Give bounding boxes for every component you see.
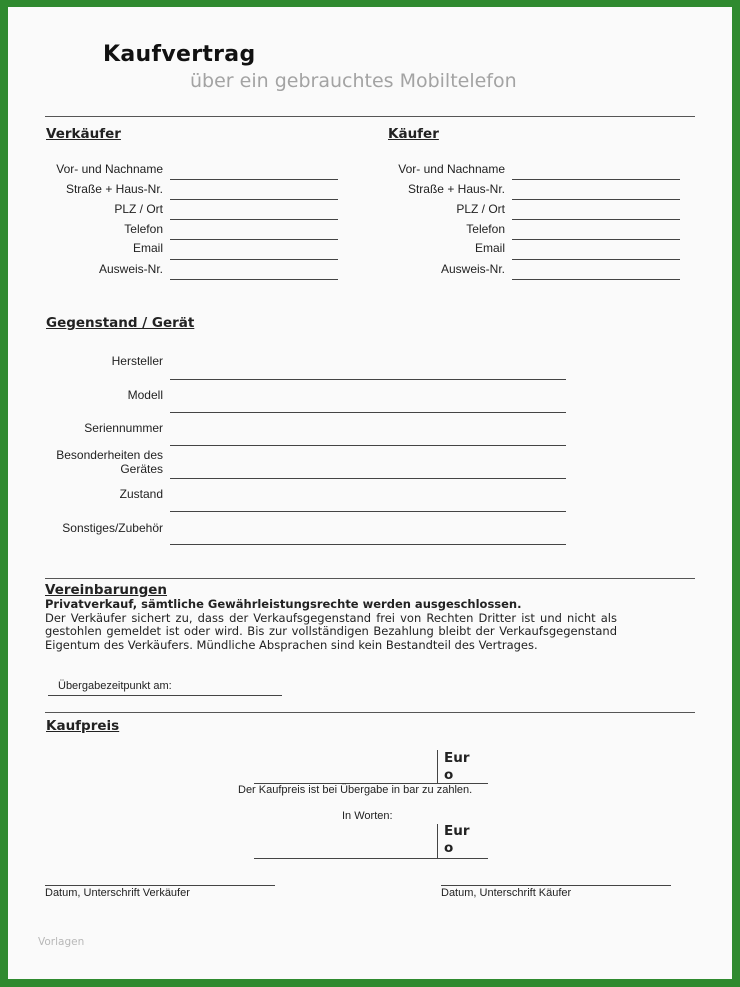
model-field[interactable]	[170, 412, 566, 413]
buyer-street-field[interactable]	[512, 199, 680, 200]
seller-id-field[interactable]	[170, 279, 338, 280]
handover-date-field[interactable]	[48, 695, 282, 696]
words-currency	[444, 823, 470, 857]
manufacturer-label: Hersteller	[111, 354, 163, 368]
seller-name-label: Vor- und Nachname	[56, 162, 163, 176]
condition-field[interactable]	[170, 511, 566, 512]
header-divider	[45, 116, 695, 117]
buyer-email-field[interactable]	[512, 259, 680, 260]
price-in-words-field[interactable]	[254, 858, 488, 859]
buyer-id-label: Ausweis-Nr.	[440, 262, 505, 276]
watermark: Vorlagen	[38, 936, 85, 948]
currency-line-2: o	[444, 767, 454, 783]
agreements-body	[45, 598, 617, 652]
currency-line-1: Eur	[444, 823, 470, 839]
currency-line-1: Eur	[444, 750, 470, 766]
contract-sheet	[8, 7, 732, 979]
seller-city-label: PLZ / Ort	[114, 202, 163, 216]
seller-phone-label: Telefon	[124, 222, 163, 236]
document-subtitle: über ein gebrauchtes Mobiltelefon	[190, 70, 517, 92]
buyer-city-label: PLZ / Ort	[456, 202, 505, 216]
serial-label: Seriennummer	[84, 421, 163, 435]
manufacturer-field[interactable]	[170, 379, 566, 380]
currency-line-2: o	[444, 840, 454, 856]
buyer-signature-label: Datum, Unterschrift Käufer	[441, 887, 572, 899]
seller-name-field[interactable]	[170, 179, 338, 180]
agreements-divider	[45, 578, 695, 579]
buyer-city-field[interactable]	[512, 219, 680, 220]
seller-email-field[interactable]	[170, 259, 338, 260]
price-currency	[444, 750, 470, 784]
seller-signature-label: Datum, Unterschrift Verkäufer	[45, 887, 190, 899]
serial-field[interactable]	[170, 445, 566, 446]
handover-label: Übergabezeitpunkt am:	[58, 680, 172, 692]
model-label: Modell	[127, 388, 163, 402]
agreements-text: Der Verkäufer sichert zu, dass der Verkaufsgegenstand frei von Rechten Dritter ist und nicht als gestohlen gemeldet ist oder wird. Bis zur vollständigen Bezahlung bleibt der Verkaufsgegenstand Eigentum des Verkäufers. Mündliche Absprachen sind kein Bestandteil des Vertrages.	[45, 610, 617, 652]
accessories-label: Sonstiges/Zubehör	[62, 521, 163, 535]
seller-phone-field[interactable]	[170, 239, 338, 240]
cash-payment-note: Der Kaufpreis ist bei Übergabe in bar zu zahlen.	[238, 784, 473, 796]
document-title: Kaufvertrag	[103, 42, 256, 67]
special-features-label: Besonderheiten des	[56, 448, 163, 462]
warranty-exclusion: Privatverkauf, sämtliche Gewährleistungsrechte werden ausgeschlossen.	[45, 597, 522, 611]
agreements-heading: Vereinbarungen	[45, 582, 168, 598]
words-divider-bar	[437, 824, 438, 859]
buyer-email-label: Email	[474, 241, 505, 255]
in-words-label: In Worten:	[342, 810, 393, 822]
device-heading: Gegenstand / Gerät	[46, 315, 195, 331]
special-features-field[interactable]	[170, 478, 566, 479]
seller-heading: Verkäufer	[46, 126, 121, 142]
buyer-phone-label: Telefon	[466, 222, 505, 236]
buyer-id-field[interactable]	[512, 279, 680, 280]
seller-street-label: Straße + Haus-Nr.	[65, 182, 163, 196]
buyer-heading: Käufer	[388, 126, 439, 142]
price-divider-bar	[437, 750, 438, 784]
buyer-name-label: Vor- und Nachname	[398, 162, 505, 176]
seller-email-label: Email	[132, 241, 163, 255]
seller-city-field[interactable]	[170, 219, 338, 220]
buyer-name-field[interactable]	[512, 179, 680, 180]
seller-id-label: Ausweis-Nr.	[98, 262, 163, 276]
seller-street-field[interactable]	[170, 199, 338, 200]
buyer-phone-field[interactable]	[512, 239, 680, 240]
accessories-field[interactable]	[170, 544, 566, 545]
special-features-label-cont: Gerätes	[120, 462, 163, 476]
buyer-signature-line[interactable]	[441, 885, 671, 886]
condition-label: Zustand	[119, 487, 163, 501]
seller-signature-line[interactable]	[45, 885, 275, 886]
price-divider	[45, 712, 695, 713]
buyer-street-label: Straße + Haus-Nr.	[407, 182, 505, 196]
price-heading: Kaufpreis	[46, 718, 120, 734]
